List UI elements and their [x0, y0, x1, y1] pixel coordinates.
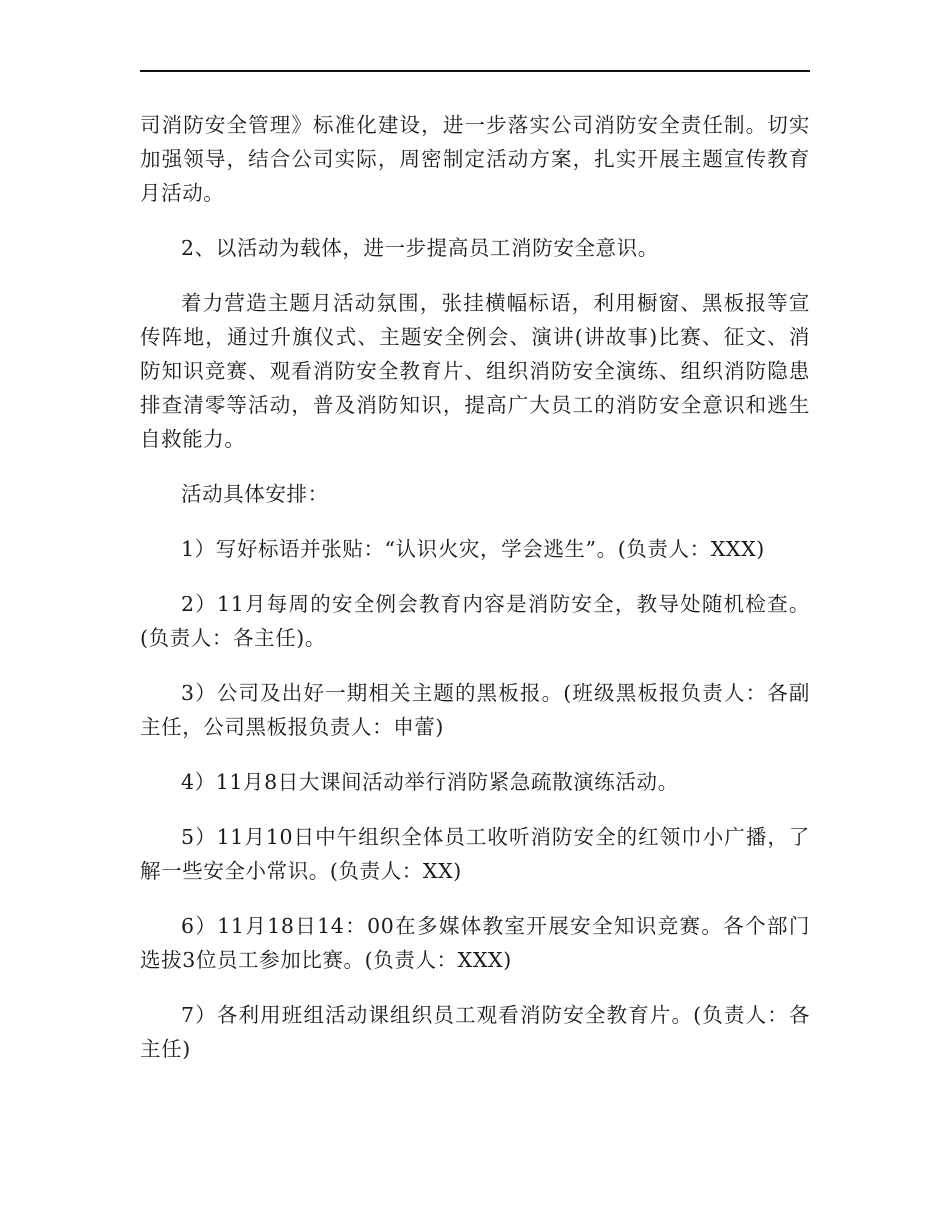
- paragraph-item-3: 3）公司及出好一期相关主题的黑板报。(班级黑板报负责人：各副主任，公司黑板报负责人：申蕾): [140, 681, 810, 739]
- document-body: [140, 108, 810, 1087]
- paragraph-item-2: 2）11月每周的安全例会教育内容是消防安全，教导处随机检查。(负责人：各主任)。: [140, 592, 810, 650]
- paragraph-activity-atmosphere: 着力营造主题月活动氛围，张挂横幅标语，利用橱窗、黑板报等宣传阵地，通过升旗仪式、主题安全例会、演讲(讲故事)比赛、征文、消防知识竞赛、观看消防安全教育片、组织消防安全演练、组织消防隐患排查清零等活动，普及消防知识，提高广大员工的消防安全意识和逃生自救能力。: [140, 291, 810, 451]
- paragraph-intro-continuation: 司消防安全管理》标准化建设，进一步落实公司消防安全责任制。切实加强领导，结合公司实际，周密制定活动方案，扎实开展主题宣传教育月活动。: [140, 113, 810, 205]
- paragraph-item-5: 5）11月10日中午组织全体员工收听消防安全的红领巾小广播，了解一些安全小常识。(负责人：XX): [140, 825, 810, 883]
- paragraph-schedule-heading: 活动具体安排：: [181, 482, 329, 506]
- header-rule: [140, 70, 810, 72]
- paragraph-section-2-heading: 2、以活动为载体，进一步提高员工消防安全意识。: [181, 236, 659, 260]
- paragraph-item-6: 6）11月18日14：00在多媒体教室开展安全知识竞赛。各个部门选拔3位员工参加比赛。(负责人：XXX): [140, 914, 810, 972]
- paragraph-item-4: 4）11月8日大课间活动举行消防紧急疏散演练活动。: [181, 770, 679, 794]
- paragraph-item-7: 7）各利用班组活动课组织员工观看消防安全教育片。(负责人：各主任): [140, 1003, 810, 1061]
- paragraph-item-1: 1）写好标语并张贴：“认识火灾，学会逃生”。(负责人：XXX): [181, 537, 765, 561]
